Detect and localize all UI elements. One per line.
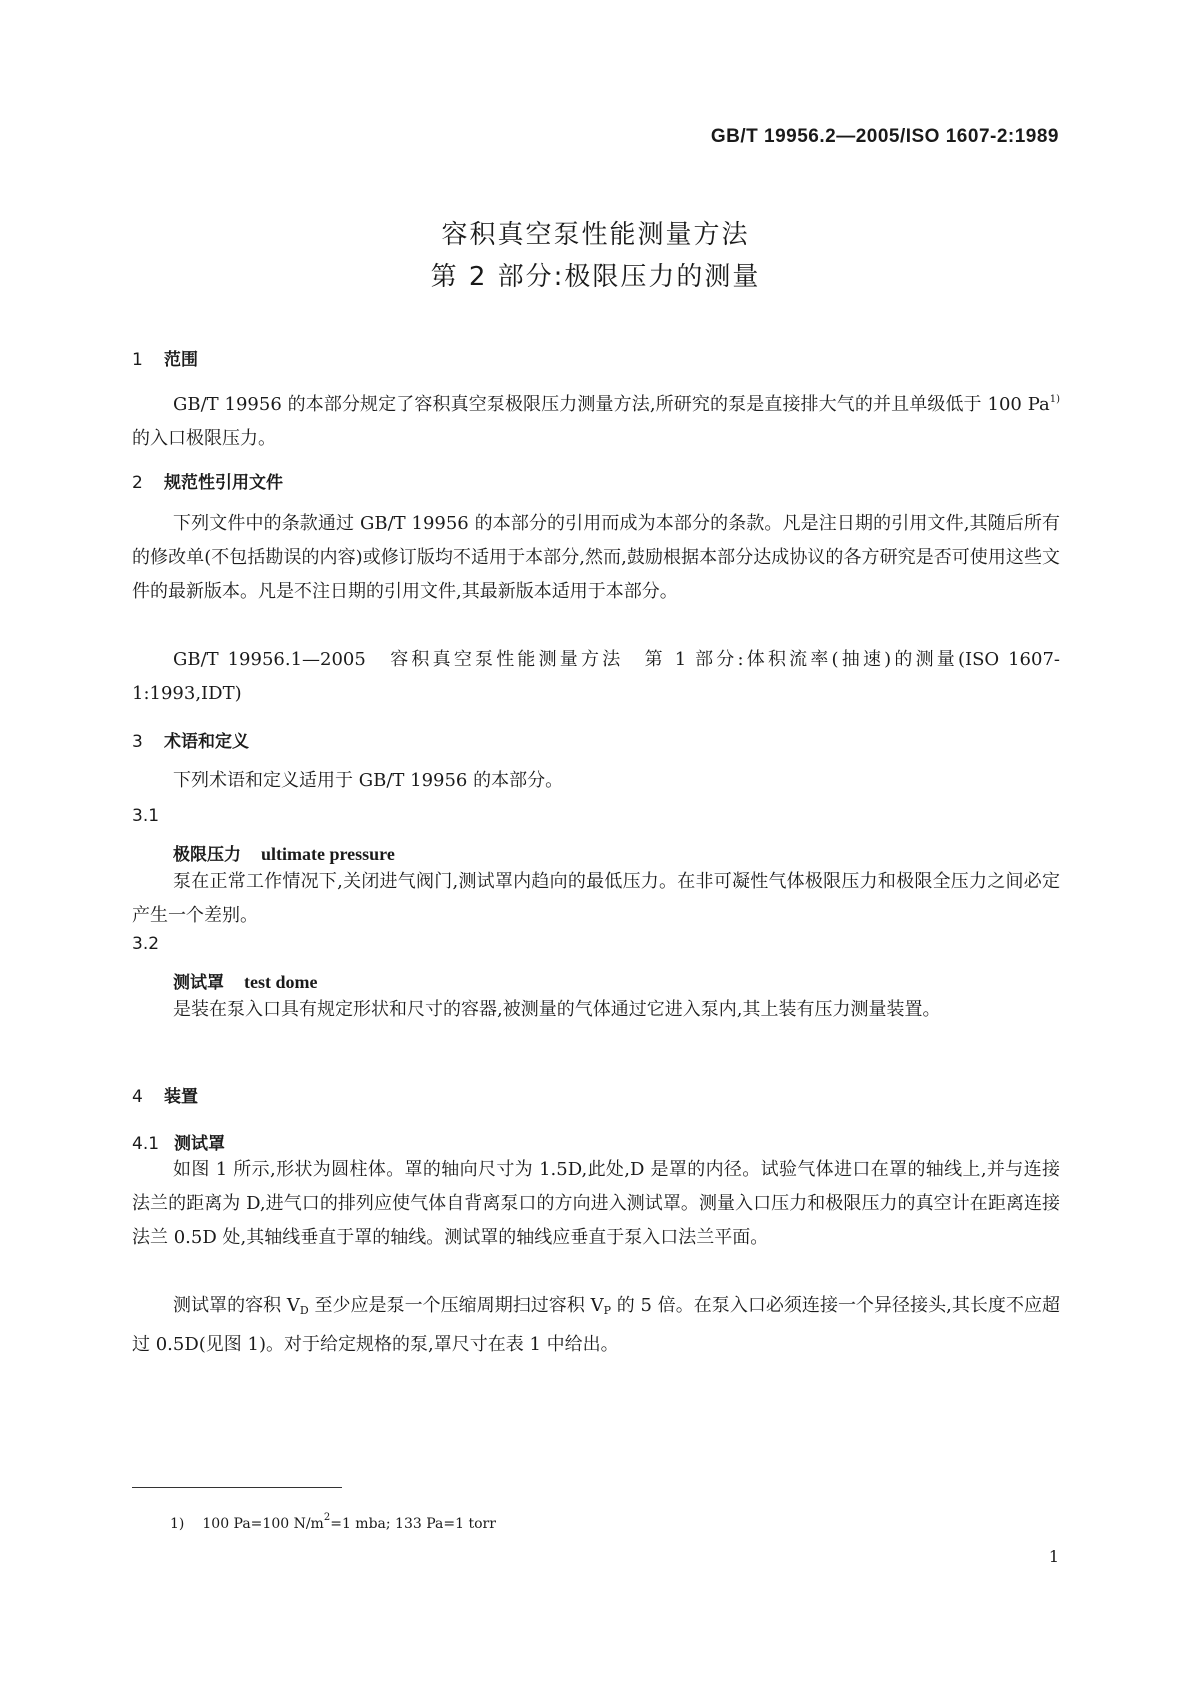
- term-en: ultimate pressure: [261, 844, 395, 864]
- section-4-heading: [132, 1082, 198, 1107]
- term-3-2-definition: 是装在泵入口具有规定形状和尺寸的容器,被测量的气体通过它进入泵内,其上装有压力测量装置。: [173, 999, 941, 1020]
- term-zh: 极限压力: [173, 845, 241, 865]
- subscript: D: [299, 1304, 309, 1317]
- footnote-text: =1 mba; 133 Pa=1 torr: [330, 1516, 496, 1532]
- footnote-ref: 1): [1049, 394, 1060, 405]
- subsection-4-1-paragraph-1: 如图 1 所示,形状为圆柱体。罩的轴向尺寸为 1.5D,此处,D 是罩的内径。试验气体进口在罩的轴线上,并与连接法兰的距离为 D,进气口的排列应使气体自背离泵口的方向进入测试罩。测量入口压力和极限压力的真空计在距离连接法兰 0.5D 处,其轴线垂直于罩的轴线。测试罩的轴线应垂直于泵入口法兰平面。: [132, 1159, 1060, 1248]
- section-number: 1: [132, 350, 143, 370]
- term-3-1-definition: 泵在正常工作情况下,关闭进气阀门,测试罩内趋向的最低压力。在非可凝性气体极限压力和极限全压力之间必定产生一个差别。: [132, 871, 1060, 926]
- section-3-intro: 下列术语和定义适用于 GB/T 19956 的本部分。: [173, 770, 564, 791]
- section-number: 4: [132, 1087, 143, 1107]
- superscript: 2: [323, 1512, 331, 1523]
- section-1-paragraph: [132, 383, 1060, 456]
- section-number: 3: [132, 732, 143, 752]
- title-line-1: 容积真空泵性能测量方法: [441, 220, 750, 250]
- paragraph-text: 测试罩的容积 V: [173, 1295, 300, 1316]
- section-title: 装置: [164, 1087, 198, 1107]
- page-number: 1: [1048, 1547, 1059, 1566]
- section-title: 术语和定义: [164, 732, 249, 752]
- subsection-4-1-heading: [132, 1129, 225, 1154]
- footnote-text: 100 Pa=100 N/m: [202, 1516, 324, 1532]
- subscript: P: [603, 1304, 612, 1317]
- term-3-1: [173, 840, 395, 865]
- section-2-paragraph: 下列文件中的条款通过 GB/T 19956 的本部分的引用而成为本部分的条款。凡是注日期的引用文件,其随后所有的修改单(不包括勘误的内容)或修订版均不适用于本部分,然而,鼓励根据本部分达成协议的各方研究是否可使用这些文件的最新版本。凡是不注日期的引用文件,其最新版本适用于本部分。: [132, 513, 1060, 602]
- section-2-heading: [132, 468, 283, 493]
- term-3-2: [173, 968, 317, 993]
- normative-reference: GB/T 19956.1—2005 容积真空泵性能测量方法 第 1 部分:体积流率(抽速)的测量(ISO 1607-1:1993,IDT): [132, 649, 1060, 704]
- section-title: 范围: [164, 350, 198, 370]
- paragraph-text: 的 5 倍。在泵入口必须连接一个异径接头,其长度不应超过 0.5D(见图 1)。对于给定规格的泵,罩尺寸在表 1 中给出。: [132, 1295, 1060, 1355]
- footnote-mark: 1): [170, 1516, 185, 1532]
- subsection-title: 测试罩: [174, 1134, 225, 1154]
- section-number: 2: [132, 473, 143, 493]
- section-title: 规范性引用文件: [164, 473, 283, 493]
- term-en: test dome: [244, 972, 318, 992]
- footnote: [170, 1512, 496, 1532]
- paragraph-text: GB/T 19956 的本部分规定了容积真空泵极限压力测量方法,所研究的泵是直接排大气的并且单级低于 100 Pa: [173, 394, 1050, 415]
- clause-3-2-number: 3.2: [132, 934, 160, 954]
- title-line-2: 第 2 部分:极限压力的测量: [430, 262, 761, 292]
- footnote-divider: [132, 1487, 342, 1488]
- section-1-heading: [132, 345, 198, 370]
- clause-3-1-number: 3.1: [132, 806, 160, 826]
- subsection-number: 4.1: [132, 1134, 160, 1154]
- paragraph-text: 的入口极限压力。: [132, 428, 276, 449]
- section-3-heading: [132, 727, 249, 752]
- subsection-4-1-paragraph-2: [132, 1289, 1060, 1362]
- paragraph-text: 至少应是泵一个压缩周期扫过容积 V: [308, 1295, 604, 1316]
- term-zh: 测试罩: [173, 973, 224, 993]
- standard-code: GB/T 19956.2—2005/ISO 1607-2:1989: [710, 126, 1059, 147]
